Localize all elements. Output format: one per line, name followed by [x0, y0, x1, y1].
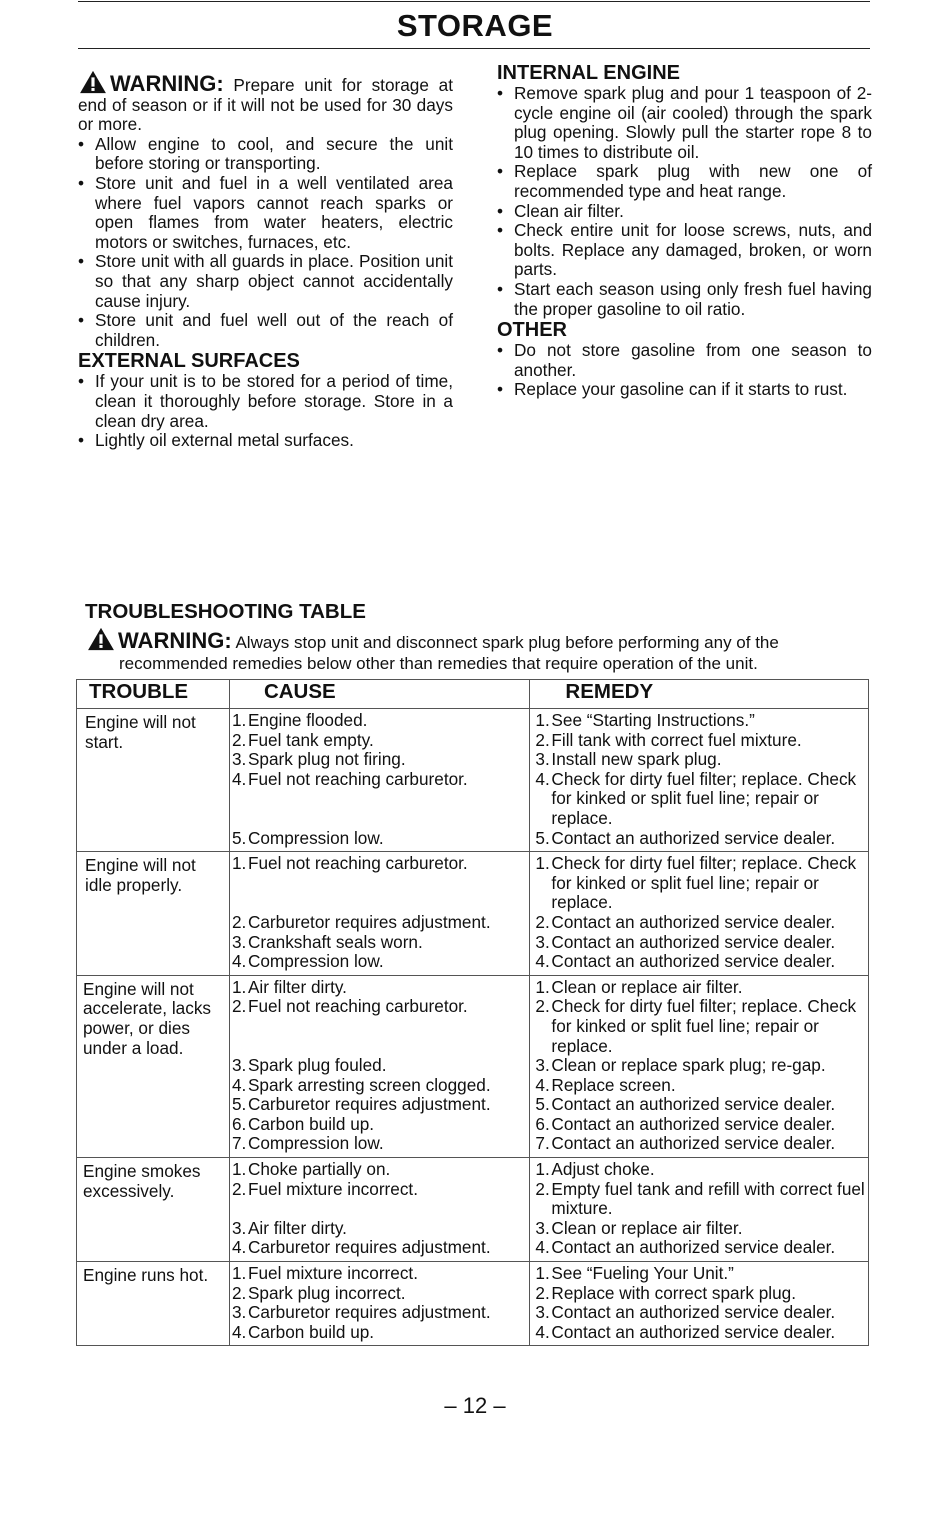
table-header-row: [77, 680, 869, 709]
remedy-item: Replace with correct spark plug.: [551, 1282, 796, 1303]
cause-item: Carburetor requires adjustment.: [247, 1237, 491, 1258]
cause-item: Spark arresting screen clogged.: [247, 1074, 491, 1095]
external-surfaces-heading: EXTERNAL SURFACES: [78, 350, 300, 373]
storage-warning: [78, 70, 453, 135]
cause-cell: 1. Air filter dirty. 2. Fuel not reaching carburetor. 3. Spark plug fouled. 4. Spark arresting screen clogged. 5. Carburetor requires adjustment. 6. Carbon build up. 7. Compression low.: [229, 975, 529, 1157]
list-item: • Store unit and fuel in a well ventilated area where fuel vapors cannot reach sparks or open flames from water heaters, electric motors or switches, furnaces, etc.: [78, 174, 453, 252]
remedy-item: Install new spark plug.: [551, 749, 722, 770]
troubleshooting-title: TROUBLESHOOTING TABLE: [85, 600, 366, 623]
cause-item: Fuel not reaching carburetor.: [247, 996, 468, 1017]
top-rule: [78, 1, 870, 2]
cause-item: Carburetor requires adjustment.: [247, 1302, 491, 1323]
warning-text: Prepare unit for storage at end of season or if it will not be used for 30 days or more.: [78, 75, 454, 135]
cause-cell: 1. Fuel mixture incorrect. 2. Spark plug incorrect. 3. Carburetor requires adjustment. 4. Carbon build up.: [229, 1262, 529, 1346]
remedy-item: Clean or replace air filter.: [551, 976, 743, 997]
header-trouble: TROUBLE: [77, 680, 230, 709]
other-heading: OTHER: [497, 319, 567, 342]
remedy-cell: 1. See “Fueling Your Unit.” 2. Replace with correct spark plug. 3. Contact an authorized service dealer. 4. Contact an authorized service dealer.: [530, 1262, 869, 1346]
remedy-item: Contact an authorized service dealer.: [551, 827, 836, 848]
list-item: • Lightly oil external metal surfaces.: [78, 431, 453, 451]
table-row: [77, 975, 869, 1157]
page-title: STORAGE: [396, 8, 554, 43]
warning-text: Always stop unit and disconnect spark plug before performing any of the: [235, 633, 779, 652]
internal-engine-heading: INTERNAL ENGINE: [497, 62, 680, 84]
list-item: • Store unit and fuel well out of the reach of children.: [78, 311, 453, 350]
cause-item: Carbon build up.: [247, 1321, 375, 1342]
remedy-item: See “Starting Instructions.”: [551, 710, 755, 730]
title-rule: [78, 48, 870, 49]
warning-text-continued: recommended remedies below other than remedies that require operation of the unit.: [119, 654, 758, 673]
cause-item: Carbon build up.: [247, 1113, 375, 1134]
list-item: • Clean air filter.: [497, 202, 872, 222]
remedy-item: Contact an authorized service dealer.: [551, 931, 836, 952]
page-number: – 12 –: [444, 1393, 506, 1418]
cause-item: Choke partially on.: [247, 1159, 391, 1180]
trouble-cell: Engine will not accelerate, lacks power, or dies under a load.: [77, 975, 230, 1157]
cause-item: Fuel not reaching carburetor.: [247, 768, 468, 789]
list-item: • Replace spark plug with new one of recommended type and heat range.: [497, 162, 872, 201]
table-row: [77, 1262, 869, 1346]
cause-cell: 1. Choke partially on. 2. Fuel mixture incorrect. 3. Air filter dirty. 4. Carburetor requires adjustment.: [229, 1158, 529, 1262]
remedy-item: Replace screen.: [551, 1074, 676, 1095]
list-item: • Replace your gasoline can if it starts to rust.: [497, 380, 872, 400]
remedy-item: Contact an authorized service dealer.: [551, 951, 836, 972]
table-row: [77, 709, 869, 852]
header-cause: CAUSE: [229, 680, 529, 709]
cause-cell: 1. Fuel not reaching carburetor. 2. Carburetor requires adjustment. 3. Crankshaft seals worn. 4. Compression low.: [229, 852, 529, 976]
cause-item: Spark plug not firing.: [247, 749, 406, 770]
trouble-cell: Engine runs hot.: [77, 1262, 230, 1346]
remedy-item: Contact an authorized service dealer.: [551, 1113, 836, 1134]
storage-left-column: [78, 70, 453, 451]
troubleshooting-table: [76, 679, 869, 1346]
remedy-cell: 1. See “Starting Instructions.” 2. Fill tank with correct fuel mixture. 3. Install new spark plug. 4. Check for dirty fuel filter; replace. Check for kinked or split fuel line; repair or replace. 5. Contact an authorized service dealer.: [530, 709, 869, 852]
remedy-item: Contact an authorized service dealer.: [551, 1094, 836, 1115]
remedy-item: Contact an authorized service dealer.: [551, 1237, 836, 1258]
table-row: [77, 1158, 869, 1262]
remedy-item: Check for dirty fuel filter; replace. Check for kinked or split fuel line; repair or replace.: [551, 768, 857, 828]
troubleshooting-warning: [86, 627, 876, 674]
cause-item: Fuel mixture incorrect.: [247, 1178, 418, 1199]
list-item: • Store unit with all guards in place. Position unit so that any sharp object cannot accidentally cause injury.: [78, 252, 453, 311]
cause-item: Fuel tank empty.: [247, 729, 374, 750]
table-row: [77, 852, 869, 976]
warning-label: WARNING:: [118, 628, 232, 653]
cause-item: Crankshaft seals worn.: [247, 931, 423, 952]
warning-triangle-icon: [86, 627, 116, 651]
cause-item: Carburetor requires adjustment.: [247, 1094, 491, 1115]
cause-item: Spark plug incorrect.: [247, 1282, 406, 1303]
list-item: • If your unit is to be stored for a period of time, clean it thoroughly before storage. Store in a clean dry area.: [78, 372, 453, 431]
cause-item: Spark plug fouled.: [247, 1055, 387, 1076]
trouble-cell: Engine will not idle properly.: [77, 852, 230, 976]
cause-item: Compression low.: [247, 951, 384, 972]
cause-item: Fuel not reaching carburetor.: [247, 853, 468, 874]
cause-cell: 1. Engine flooded. 2. Fuel tank empty. 3. Spark plug not firing. 4. Fuel not reaching carburetor. 5. Compression low.: [229, 709, 529, 852]
cause-item: Compression low.: [247, 1133, 384, 1154]
remedy-item: Contact an authorized service dealer.: [551, 1321, 836, 1342]
remedy-cell: 1. Check for dirty fuel filter; replace. Check for kinked or split fuel line; repair or replace. 2. Contact an authorized service dealer. 3. Contact an authorized service dealer. 4. Contact an authorized service dealer.: [530, 852, 869, 976]
remedy-cell: 1. Adjust choke. 2. Empty fuel tank and refill with correct fuel mixture. 3. Clean or replace air filter. 4. Contact an authorized service dealer.: [530, 1158, 869, 1262]
cause-item: Air filter dirty.: [247, 976, 347, 997]
trouble-cell: Engine will not start.: [77, 709, 230, 852]
cause-item: Air filter dirty.: [247, 1217, 347, 1238]
remedy-cell: 1. Clean or replace air filter. 2. Check for dirty fuel filter; replace. Check for kinked or split fuel line; repair or replace. 3. Clean or replace spark plug; re-gap. 4. Replace screen. 5. Contact an authorized service dealer. 6. Contact an authorized service dealer. 7. Contact an authorized service dealer.: [530, 975, 869, 1157]
remedy-item: Contact an authorized service dealer.: [551, 1302, 836, 1323]
remedy-item: Fill tank with correct fuel mixture.: [551, 729, 802, 750]
list-item: • Check entire unit for loose screws, nuts, and bolts. Replace any damaged, broken, or worn parts.: [497, 221, 872, 280]
cause-item: Carburetor requires adjustment.: [247, 911, 491, 932]
header-remedy: REMEDY: [530, 680, 869, 709]
remedy-item: Empty fuel tank and refill with correct fuel mixture.: [551, 1178, 865, 1219]
remedy-item: Adjust choke.: [551, 1159, 655, 1180]
remedy-item: Clean or replace air filter.: [551, 1217, 743, 1238]
remedy-item: Contact an authorized service dealer.: [551, 911, 836, 932]
remedy-item: See “Fueling Your Unit.”: [551, 1263, 734, 1284]
trouble-cell: Engine smokes excessively.: [77, 1158, 230, 1262]
cause-item: Compression low.: [247, 827, 384, 848]
warning-label: WARNING:: [110, 71, 224, 96]
storage-right-column: [497, 62, 872, 400]
remedy-item: Clean or replace spark plug; re-gap.: [551, 1055, 826, 1076]
remedy-item: Check for dirty fuel filter; replace. Check for kinked or split fuel line; repair or replace.: [551, 853, 857, 913]
remedy-item: Check for dirty fuel filter; replace. Check for kinked or split fuel line; repair or replace.: [551, 996, 857, 1056]
list-item: • Remove spark plug and pour 1 teaspoon of 2-cycle engine oil (air cooled) through the spark plug opening. Slowly pull the starter rope 8 to 10 times to distribute oil.: [497, 84, 872, 162]
cause-item: Fuel mixture incorrect.: [247, 1263, 418, 1284]
list-item: • Do not store gasoline from one season to another.: [497, 341, 872, 380]
list-item: • Allow engine to cool, and secure the unit before storing or transporting.: [78, 135, 453, 174]
list-item: • Start each season using only fresh fuel having the proper gasoline to oil ratio.: [497, 280, 872, 319]
warning-triangle-icon: [78, 70, 108, 94]
cause-item: Engine flooded.: [247, 710, 368, 730]
remedy-item: Contact an authorized service dealer.: [551, 1133, 836, 1154]
